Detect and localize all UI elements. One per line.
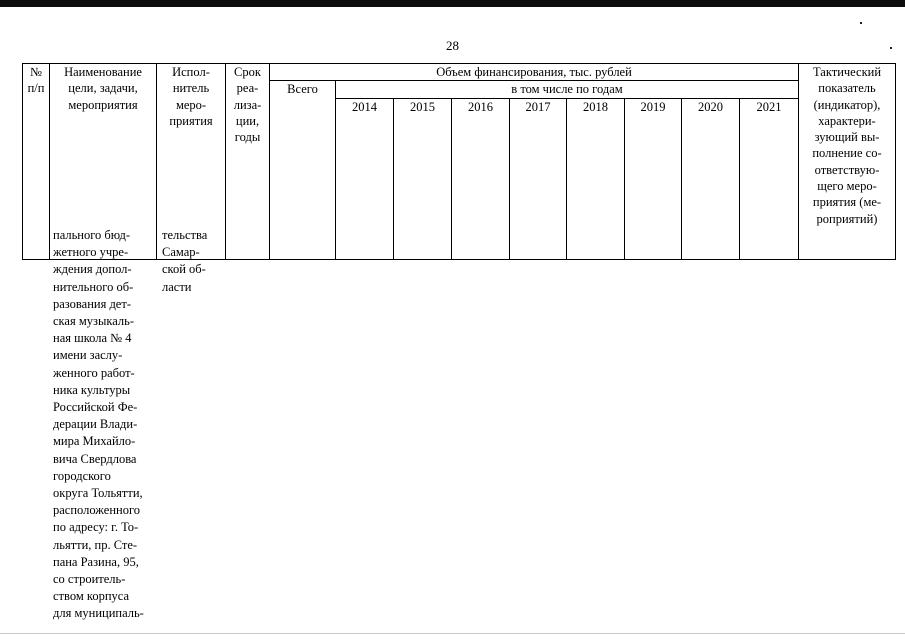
header-year: 2019 bbox=[625, 98, 682, 259]
continued-executor-text: тельства Самар- ской об- ласти bbox=[162, 228, 208, 294]
header-year: 2017 bbox=[510, 98, 567, 259]
header-executor: Испол- нитель меро- приятия bbox=[157, 64, 226, 260]
header-total: Всего bbox=[270, 81, 336, 259]
header-indicator: Тактический показатель (индикатор), характери- зующий вы- полнение со- ответствую- щего меро- приятия (ме- роприятий) bbox=[799, 64, 896, 260]
header-year: 2014 bbox=[336, 98, 394, 259]
header-year: 2016 bbox=[452, 98, 510, 259]
header-year: 2015 bbox=[394, 98, 452, 259]
scan-speck bbox=[860, 22, 862, 24]
header-by-year: в том числе по годам bbox=[336, 81, 799, 98]
header-year: 2018 bbox=[567, 98, 625, 259]
continued-name-text: пального бюд- жетного учре- ждения допол- нительного об- разования дет- ская музыкаль- ная школа № 4 имени заслу- женного работ- ника культуры Российской Фе- дерации Влади- мира Михайло- вича Свердлова городского округа Тольятти, расположенного по адресу: г. То- льятти, пр. Сте- пана Разина, 95, со строитель- ством корпуса для муниципаль- bbox=[53, 228, 144, 621]
header-term: Срок реа- лиза- ции, годы bbox=[226, 64, 270, 260]
header-funding: Объем финансирования, тыс. рублей bbox=[270, 64, 799, 81]
bottom-edge-line bbox=[0, 633, 905, 634]
header-year: 2021 bbox=[740, 98, 799, 259]
header-year: 2020 bbox=[682, 98, 740, 259]
top-border-bar bbox=[0, 0, 905, 7]
funding-table-header bbox=[22, 63, 896, 260]
header-name: Наименование цели, задачи, мероприятия bbox=[50, 64, 157, 260]
page-number: 28 bbox=[446, 38, 459, 53]
header-row-number: № п/п bbox=[23, 64, 50, 260]
